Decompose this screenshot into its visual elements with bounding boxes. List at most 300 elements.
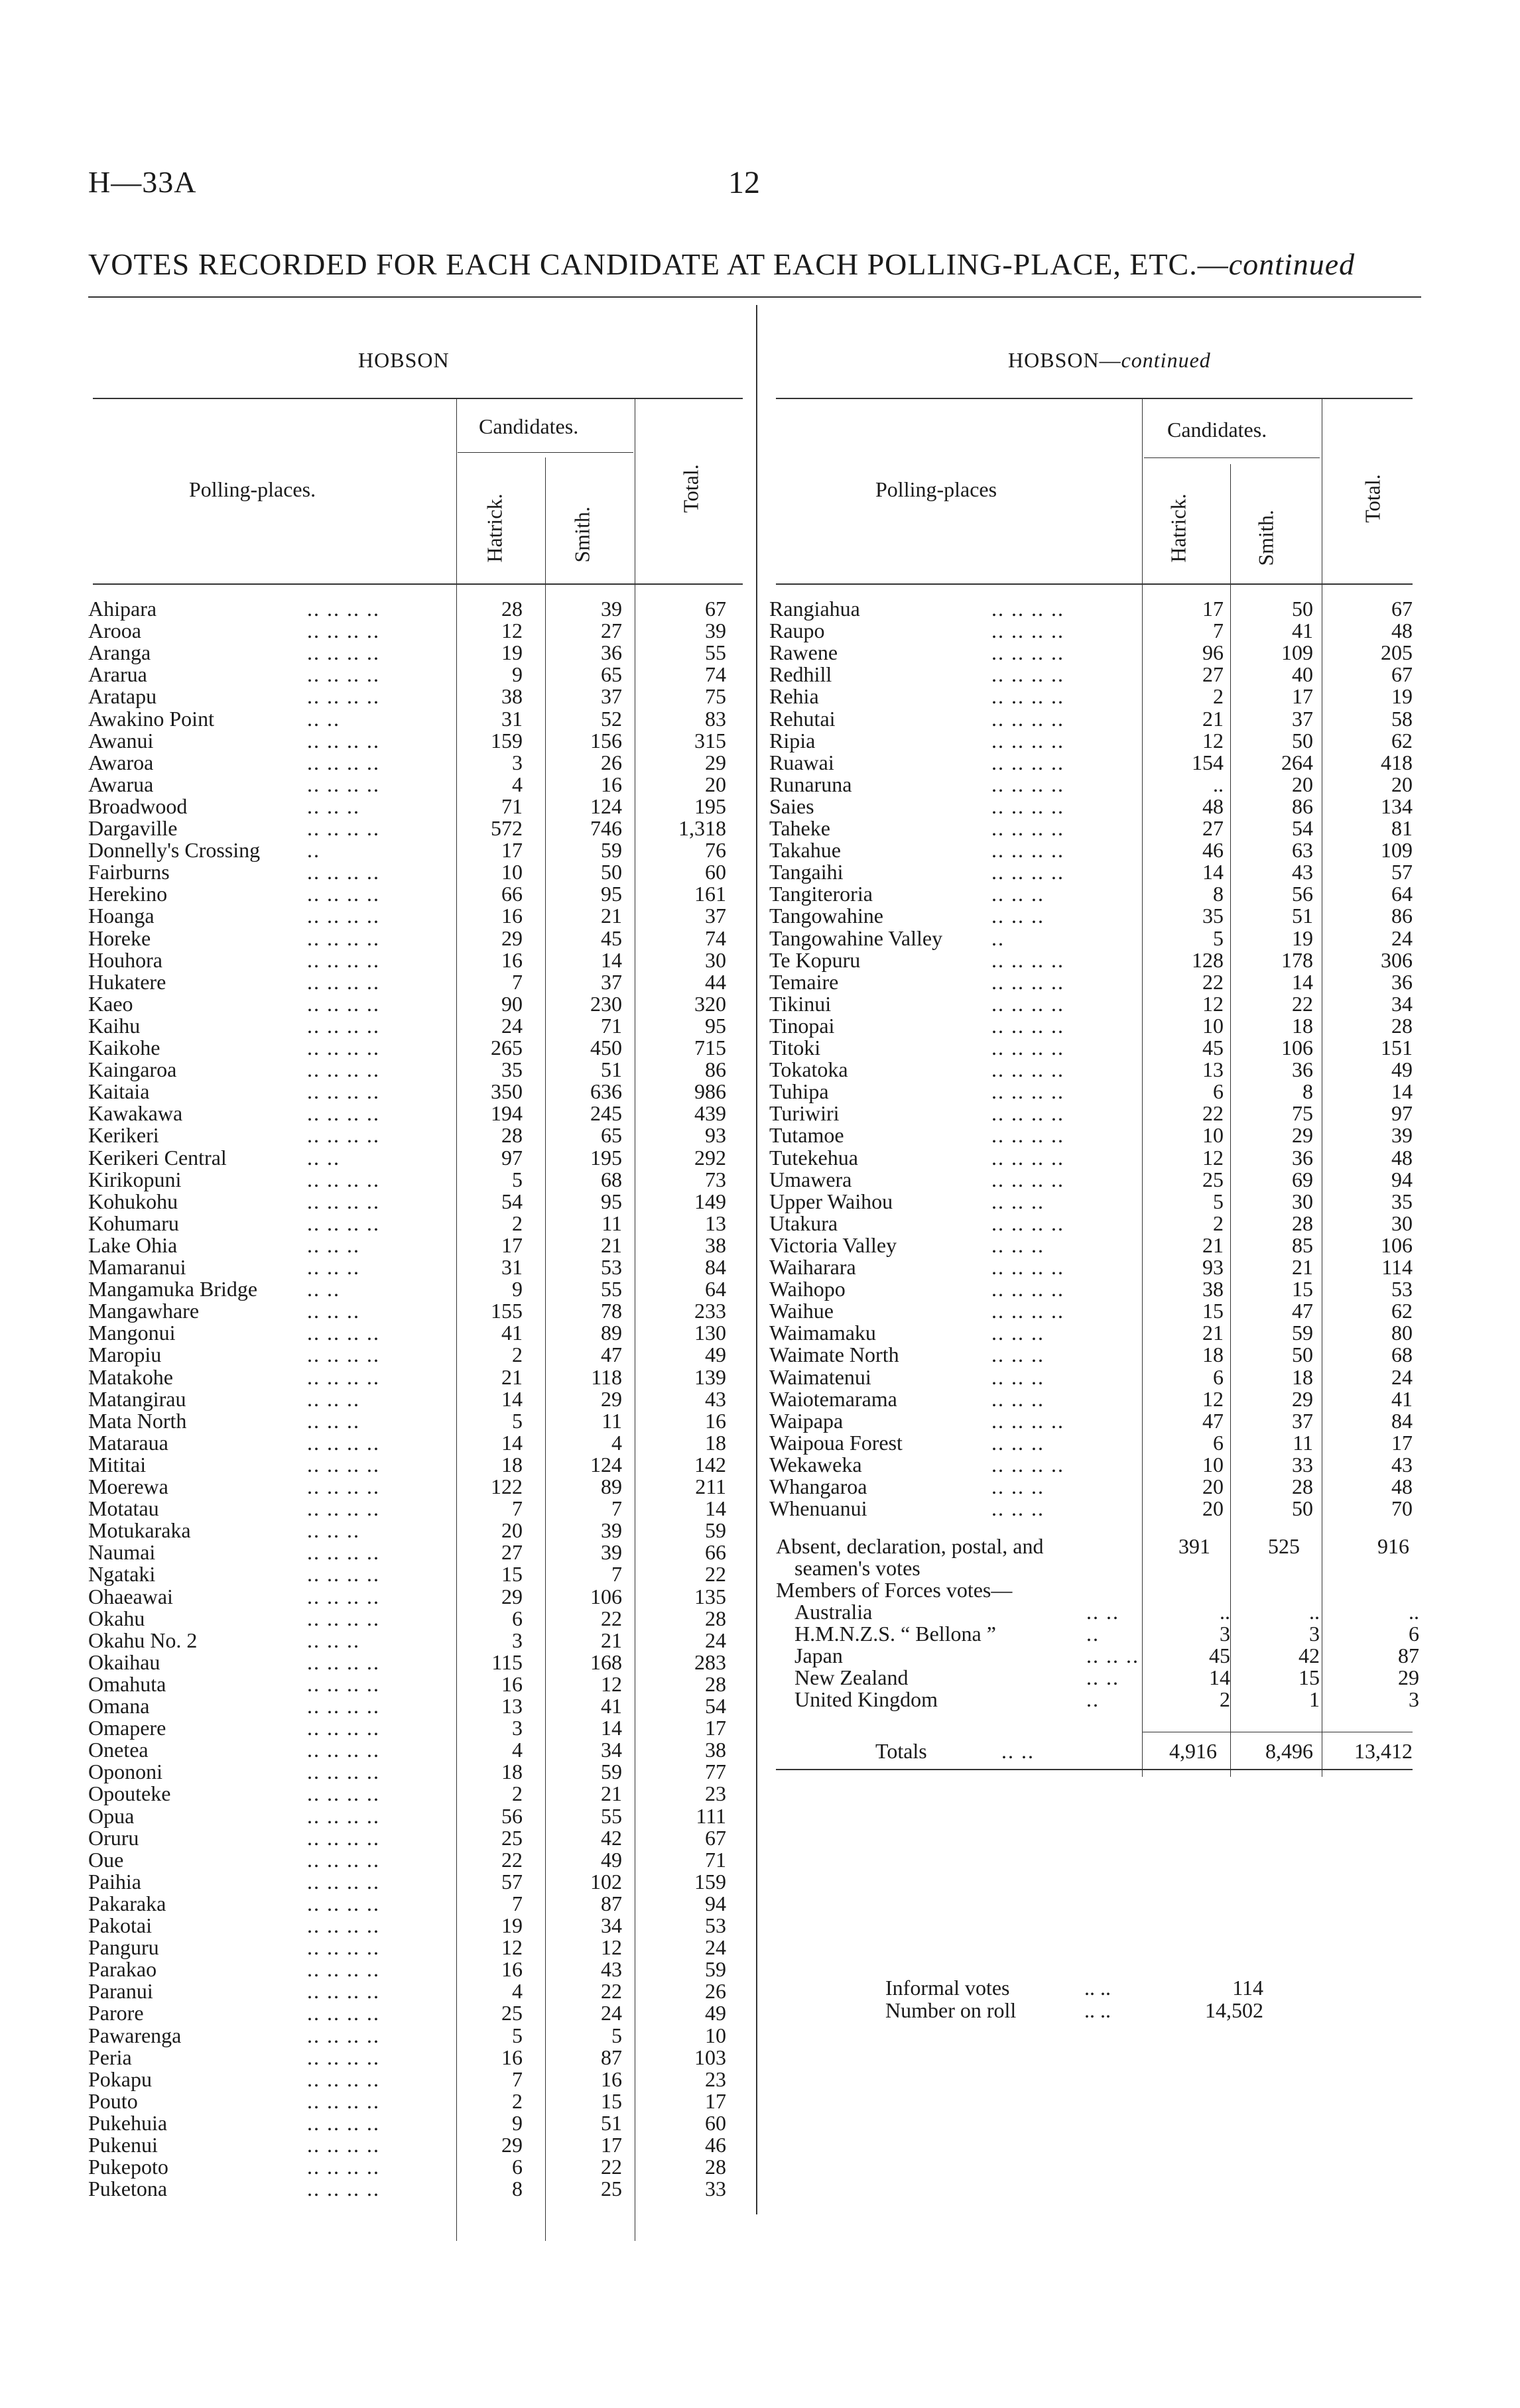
polling-place-name: Wekaweka <box>769 1452 862 1476</box>
table-row <box>88 1169 738 1191</box>
total-votes: 86 <box>705 1057 726 1082</box>
table-row <box>794 1623 1444 1645</box>
smith-votes: 50 <box>1292 1343 1313 1367</box>
total-votes: 67 <box>1391 662 1413 687</box>
smith-votes: 34 <box>601 1913 622 1937</box>
smith-votes: 59 <box>1292 1321 1313 1345</box>
table-row <box>88 708 738 730</box>
hatrick-votes: 6 <box>512 1606 523 1630</box>
total-votes: 14 <box>705 1496 726 1521</box>
total-votes: 48 <box>1391 619 1413 643</box>
leader-dots: .. .. .. .. <box>307 597 380 621</box>
total-votes: 58 <box>1391 706 1413 731</box>
table-row <box>88 1805 738 1827</box>
table-row <box>769 1256 1419 1278</box>
leader-dots: .. .. .. .. <box>991 1013 1064 1038</box>
right-section-title <box>1008 348 1211 373</box>
polling-place-name: United Kingdom <box>794 1687 938 1712</box>
total-votes: 315 <box>694 728 726 752</box>
polling-place-name: Temaire <box>769 969 839 994</box>
leader-dots: .. .. .. .. <box>307 1716 380 1740</box>
table-row <box>794 1689 1444 1711</box>
hatrick-votes: 4 <box>512 1979 523 2004</box>
table-row <box>88 1147 738 1169</box>
polling-place-name: Pukenui <box>88 2133 158 2157</box>
total-votes: 38 <box>705 1738 726 1762</box>
polling-place-name: Matakohe <box>88 1364 173 1389</box>
total-votes: 30 <box>705 947 726 972</box>
smith-votes: 29 <box>1292 1386 1313 1411</box>
hatrick-votes: 31 <box>501 706 523 731</box>
smith-votes: 18 <box>1292 1013 1313 1038</box>
leader-dots: .. .. .. .. <box>307 904 380 928</box>
smith-votes: 53 <box>601 1255 622 1279</box>
polling-place-name: Matangirau <box>88 1386 186 1411</box>
table-row <box>769 1103 1419 1124</box>
left-col-hatrick: Hatrick. <box>482 493 507 563</box>
smith-votes: 36 <box>601 640 622 665</box>
table-row <box>88 752 738 774</box>
smith-votes: 87 <box>601 1891 622 1915</box>
polling-place-name: Ararua <box>88 662 147 687</box>
total-votes: 17 <box>705 1716 726 1740</box>
hatrick-votes: 17 <box>501 1233 523 1257</box>
polling-place-name: Tuhipa <box>769 1079 829 1104</box>
table-row <box>769 1191 1419 1213</box>
table-row <box>769 708 1419 730</box>
total-votes: 292 <box>694 1145 726 1170</box>
total-votes: 24 <box>1391 1364 1413 1389</box>
table-row <box>88 1893 738 1915</box>
smith-votes: 106 <box>590 1584 622 1608</box>
smith-votes: 37 <box>601 969 622 994</box>
table-row <box>88 1278 738 1300</box>
total-votes: 23 <box>705 2067 726 2091</box>
polling-place-name: Naumai <box>88 1540 156 1565</box>
smith-votes: 56 <box>1292 882 1313 906</box>
leader-dots: .. .. .. .. <box>307 2110 380 2135</box>
total-votes: 37 <box>705 904 726 928</box>
polling-place-name: Waiotemarama <box>769 1386 897 1411</box>
hatrick-votes: 17 <box>501 838 523 863</box>
hatrick-votes: 4 <box>512 1738 523 1762</box>
table-row <box>794 1667 1444 1689</box>
leader-dots: .. .. .. .. <box>991 619 1064 643</box>
total-votes: 20 <box>705 772 726 796</box>
smith-votes: 41 <box>601 1694 622 1718</box>
polling-place-name: Oue <box>88 1847 124 1872</box>
polling-place-name: Umawera <box>769 1167 852 1191</box>
column-divider <box>756 305 757 2214</box>
polling-place-name: Aranga <box>88 640 151 665</box>
polling-place-name: Fairburns <box>88 860 170 884</box>
hatrick-votes: 21 <box>1202 1233 1224 1257</box>
smith-votes: 24 <box>601 2001 622 2025</box>
smith-votes: 59 <box>601 838 622 863</box>
hatrick-votes: 8 <box>512 2177 523 2201</box>
leader-dots: .. .. .. <box>991 1189 1045 1213</box>
right-col-polling: Polling-places <box>875 477 997 501</box>
total-votes: 211 <box>695 1475 726 1498</box>
table-row <box>88 1630 738 1652</box>
total-votes: 97 <box>1391 1101 1413 1126</box>
total-votes: 86 <box>1391 904 1413 928</box>
polling-place-name: Utakura <box>769 1211 838 1235</box>
leader-dots: .. .. .. .. <box>991 750 1064 774</box>
total-votes: 68 <box>1391 1343 1413 1367</box>
smith-votes: 29 <box>601 1386 622 1411</box>
right-col-smith: Smith. <box>1253 510 1278 566</box>
table-row <box>88 1783 738 1805</box>
smith-votes: 55 <box>601 1803 622 1828</box>
table-row <box>88 2002 738 2024</box>
polling-place-name: Mangamuka Bridge <box>88 1277 258 1301</box>
total-votes: 48 <box>1391 1475 1413 1498</box>
total-votes: 439 <box>694 1101 726 1126</box>
hatrick-votes: 28 <box>501 597 523 621</box>
polling-place-name: Okahu <box>88 1606 145 1630</box>
table-row <box>88 1739 738 1761</box>
polling-place-name: Pouto <box>88 2088 138 2113</box>
left-section-title: HOBSON <box>358 348 450 372</box>
smith-votes: 106 <box>1281 1036 1313 1059</box>
table-row <box>88 817 738 839</box>
smith-votes: 51 <box>601 1057 622 1082</box>
total-votes: 151 <box>1381 1036 1413 1059</box>
smith-votes: 11 <box>602 1408 622 1433</box>
total-votes: 36 <box>1391 969 1413 994</box>
smith-votes: 245 <box>590 1101 622 1126</box>
hatrick-votes: 7 <box>512 1496 523 1521</box>
smith-votes: 49 <box>601 1847 622 1872</box>
leader-dots: .. .. .. <box>1086 1644 1139 1668</box>
total-votes: 16 <box>705 1408 726 1433</box>
polling-place-name: Turiwiri <box>769 1101 840 1126</box>
total-votes: 94 <box>705 1891 726 1915</box>
leader-dots: .. .. .. .. <box>991 1101 1064 1126</box>
smith-votes: 41 <box>1292 619 1313 643</box>
polling-place-name: Rangiahua <box>769 597 860 621</box>
table-row <box>88 1937 738 1958</box>
hatrick-votes: 16 <box>501 1957 523 1982</box>
document-code: H—33A <box>88 165 197 199</box>
total-votes: 43 <box>705 1386 726 1411</box>
polling-place-name: Tikinui <box>769 991 832 1016</box>
polling-place-name: Hukatere <box>88 969 166 994</box>
informal-votes-row <box>885 1976 1316 2000</box>
leader-dots: .. .. .. .. <box>307 1913 380 1937</box>
hatrick-votes: 155 <box>491 1299 523 1323</box>
leader-dots: .. .. .. <box>307 1386 360 1411</box>
table-row <box>769 1454 1419 1476</box>
polling-place-name: Kaingaroa <box>88 1057 177 1082</box>
smith-votes: 5 <box>611 2023 622 2047</box>
leader-dots: .. .. .. .. <box>991 1167 1064 1191</box>
absent-total: 916 <box>1377 1534 1409 1558</box>
total-votes: 38 <box>705 1233 726 1257</box>
table-row <box>769 928 1419 949</box>
polling-place-name: Mata North <box>88 1408 187 1433</box>
smith-votes: 37 <box>1292 1408 1313 1433</box>
leader-dots: .. .. .. .. <box>307 1584 380 1608</box>
smith-votes: 746 <box>590 816 622 840</box>
leader-dots: .. .. .. <box>991 1233 1045 1257</box>
table-row <box>769 1169 1419 1191</box>
polling-place-name: Mataraua <box>88 1430 168 1455</box>
hatrick-votes: 2 <box>512 1211 523 1235</box>
leader-dots: .. .. .. .. <box>307 1452 380 1476</box>
hatrick-votes: 12 <box>1202 728 1224 752</box>
leader-dots: .. .. .. <box>991 1343 1045 1367</box>
right-candidates-rule <box>1144 457 1320 458</box>
total-votes: 43 <box>1391 1452 1413 1476</box>
hatrick-votes: 9 <box>512 662 523 687</box>
hatrick-votes: 154 <box>1192 750 1224 774</box>
polling-place-name: Rehutai <box>769 706 836 731</box>
hatrick-votes: 71 <box>501 794 523 818</box>
smith-votes: 16 <box>601 772 622 796</box>
smith-votes: 71 <box>601 1013 622 1038</box>
hatrick-votes: 3 <box>512 750 523 774</box>
smith-votes: 27 <box>601 619 622 643</box>
left-col-smith: Smith. <box>570 507 594 563</box>
table-row <box>769 752 1419 774</box>
leader-dots: .. .. .. .. <box>307 1167 380 1191</box>
polling-place-name: Victoria Valley <box>769 1233 897 1257</box>
leader-dots: .. .. .. .. <box>307 969 380 994</box>
polling-place-name: Mititai <box>88 1452 147 1476</box>
table-row <box>769 861 1419 883</box>
total-votes: 53 <box>705 1913 726 1937</box>
total-votes: 20 <box>1391 772 1413 796</box>
leader-dots: .. .. .. .. <box>307 2045 380 2069</box>
hatrick-votes: 66 <box>501 882 523 906</box>
leader-dots: .. .. .. <box>991 904 1045 928</box>
smith-votes: 55 <box>601 1277 622 1301</box>
leader-dots: .. .. .. .. <box>991 860 1064 884</box>
leader-dots: .. .. <box>1086 1665 1119 1690</box>
table-row <box>769 1213 1419 1234</box>
polling-place-name: Opouteke <box>88 1781 171 1806</box>
polling-place-name: Donnelly's Crossing <box>88 838 261 863</box>
smith-votes: 230 <box>590 991 622 1016</box>
total-votes: 60 <box>705 2110 726 2135</box>
total-votes: 35 <box>1391 1189 1413 1213</box>
polling-place-name: Puketona <box>88 2177 168 2201</box>
smith-votes: 21 <box>601 1628 622 1652</box>
table-row <box>769 1388 1419 1410</box>
polling-place-name: Kaitaia <box>88 1079 150 1104</box>
leader-dots: .. .. .. <box>991 1496 1045 1521</box>
polling-place-name: Waihue <box>769 1299 834 1323</box>
total-votes: 59 <box>705 1518 726 1543</box>
table-row <box>769 1300 1419 1322</box>
hatrick-votes: 16 <box>501 947 523 972</box>
table-row <box>88 2025 738 2047</box>
leader-dots: .. .. .. .. <box>991 1145 1064 1170</box>
smith-votes: 11 <box>1293 1430 1313 1455</box>
smith-votes: 50 <box>1292 597 1313 621</box>
table-row <box>88 993 738 1015</box>
table-row <box>769 1366 1419 1388</box>
smith-votes: 109 <box>1281 640 1313 665</box>
smith-votes: 33 <box>1292 1452 1313 1476</box>
hatrick-votes: 22 <box>1202 969 1224 994</box>
polling-place-name: Waimate North <box>769 1343 899 1367</box>
polling-place-name: Moerewa <box>88 1475 168 1498</box>
hatrick-votes: 3 <box>512 1628 523 1652</box>
leader-dots: .. .. .. .. <box>307 1321 380 1345</box>
leader-dots: .. .. .. .. <box>307 1562 380 1587</box>
total-votes: 67 <box>705 1825 726 1850</box>
hatrick-votes: 29 <box>501 2133 523 2157</box>
hatrick-votes: 8 <box>1213 882 1224 906</box>
smith-votes: 51 <box>601 2110 622 2135</box>
total-votes: 49 <box>705 2001 726 2025</box>
table-row <box>88 2112 738 2134</box>
polling-place-name: Redhill <box>769 662 832 687</box>
absent-label-line1: Absent, declaration, postal, and <box>776 1534 1044 1558</box>
polling-place-name: Kerikeri Central <box>88 1145 227 1170</box>
total-votes: 34 <box>1391 991 1413 1016</box>
table-row <box>88 796 738 817</box>
total-votes: 139 <box>694 1364 726 1389</box>
total-votes: 62 <box>1391 1299 1413 1323</box>
leader-dots: .. .. .. .. <box>307 640 380 665</box>
smith-votes: 89 <box>601 1475 622 1498</box>
smith-votes: 11 <box>602 1211 622 1235</box>
total-votes: 106 <box>1381 1233 1413 1257</box>
roll-value: 14,502 <box>1205 1998 1263 2022</box>
total-votes: 70 <box>1391 1496 1413 1521</box>
leader-dots: .. .. .. .. <box>307 2155 380 2179</box>
smith-votes: 37 <box>1292 706 1313 731</box>
leader-dots: .. .. .. .. <box>307 882 380 906</box>
total-votes: 41 <box>1391 1386 1413 1411</box>
polling-place-name: Whenuanui <box>769 1496 867 1521</box>
table-row <box>88 664 738 686</box>
leader-dots: .. .. .. .. <box>307 1760 380 1784</box>
polling-place-name: Dargaville <box>88 816 178 840</box>
smith-votes: 14 <box>601 1716 622 1740</box>
total-votes: 114 <box>1381 1255 1413 1279</box>
leader-dots: .. .. .. .. <box>991 1057 1064 1082</box>
table-row <box>88 1871 738 1893</box>
smith-votes: 1 <box>1309 1687 1320 1712</box>
hatrick-votes: 25 <box>501 1825 523 1850</box>
hatrick-votes: 21 <box>501 1364 523 1389</box>
hatrick-votes: 7 <box>512 969 523 994</box>
total-votes: 149 <box>694 1189 726 1213</box>
page-title-main: VOTES RECORDED FOR EACH CANDIDATE AT EACH POLLING-PLACE, ETC.— <box>88 247 1229 281</box>
smith-votes: 78 <box>601 1299 622 1323</box>
polling-place-name: Kaeo <box>88 991 133 1016</box>
hatrick-votes: 9 <box>512 1277 523 1301</box>
total-votes: 77 <box>705 1760 726 1784</box>
table-row <box>769 1410 1419 1432</box>
polling-place-name: Raupo <box>769 619 825 643</box>
hatrick-votes: 14 <box>1202 860 1224 884</box>
polling-place-name: Tangowahine <box>769 904 883 928</box>
hatrick-votes: 20 <box>1202 1475 1224 1498</box>
polling-place-name: Takahue <box>769 838 841 863</box>
table-row <box>88 2156 738 2178</box>
table-row <box>769 1124 1419 1146</box>
hatrick-votes: 41 <box>501 1321 523 1345</box>
totals-hatrick: 4,916 <box>1169 1739 1217 1763</box>
leader-dots: .. .. .. .. <box>307 750 380 774</box>
total-votes: 87 <box>1398 1644 1419 1668</box>
table-row <box>794 1601 1444 1623</box>
polling-place-name: Awaroa <box>88 750 154 774</box>
leader-dots: .. .. .. .. <box>991 794 1064 818</box>
hatrick-votes: 12 <box>1202 1145 1224 1170</box>
absent-smith: 525 <box>1268 1534 1300 1558</box>
informal-value: 114 <box>1232 1976 1263 2000</box>
polling-place-name: Ripia <box>769 728 816 752</box>
smith-votes: 21 <box>1292 1255 1313 1279</box>
table-row <box>769 1015 1419 1037</box>
total-votes: 135 <box>694 1584 726 1608</box>
totals-row <box>776 1740 1413 1762</box>
hatrick-votes: 16 <box>501 904 523 928</box>
total-votes: 95 <box>705 1013 726 1038</box>
hatrick-votes: 93 <box>1202 1255 1224 1279</box>
total-votes: 83 <box>705 706 726 731</box>
smith-votes: 156 <box>590 728 622 752</box>
table-row <box>769 598 1419 620</box>
informal-label: Informal votes <box>885 1976 1010 2000</box>
smith-votes: 28 <box>1292 1475 1313 1498</box>
total-votes: 26 <box>705 1979 726 2004</box>
hatrick-votes: 15 <box>501 1562 523 1587</box>
page-title-suffix: continued <box>1228 247 1356 281</box>
roll-dots: .. .. <box>1084 1998 1111 2022</box>
total-votes: 3 <box>1409 1687 1419 1712</box>
leader-dots: .. .. .. .. <box>991 838 1064 863</box>
table-row <box>88 1191 738 1213</box>
leader-dots: .. .. .. .. <box>307 1825 380 1850</box>
smith-votes: 43 <box>601 1957 622 1982</box>
total-votes: 103 <box>694 2045 726 2069</box>
leader-dots: .. .. .. .. <box>991 597 1064 621</box>
table-row <box>769 1344 1419 1366</box>
smith-votes: 20 <box>1292 772 1313 796</box>
left-col-total: Total. <box>678 464 703 513</box>
hatrick-votes: 45 <box>1202 1036 1224 1059</box>
polling-place-name: Peria <box>88 2045 132 2069</box>
hatrick-votes: 12 <box>501 1935 523 1960</box>
leader-dots: .. .. .. .. <box>307 728 380 752</box>
smith-votes: 636 <box>590 1079 622 1104</box>
total-votes: 80 <box>1391 1321 1413 1345</box>
table-row <box>88 1322 738 1344</box>
table-row <box>88 971 738 993</box>
leader-dots: .. .. .. .. <box>307 1869 380 1894</box>
leader-dots: .. .. .. .. <box>991 728 1064 752</box>
table-row <box>88 1849 738 1871</box>
table-row <box>88 686 738 707</box>
page-title <box>88 247 1421 282</box>
table-row <box>88 1652 738 1673</box>
hatrick-votes: 19 <box>501 640 523 665</box>
title-rule <box>88 296 1421 298</box>
leader-dots: .. .. .. .. <box>307 1540 380 1565</box>
hatrick-votes: 17 <box>1202 597 1224 621</box>
polling-place-name: Motatau <box>88 1496 159 1521</box>
hatrick-votes: 6 <box>1213 1430 1224 1455</box>
absent-votes-row <box>776 1535 1413 1557</box>
